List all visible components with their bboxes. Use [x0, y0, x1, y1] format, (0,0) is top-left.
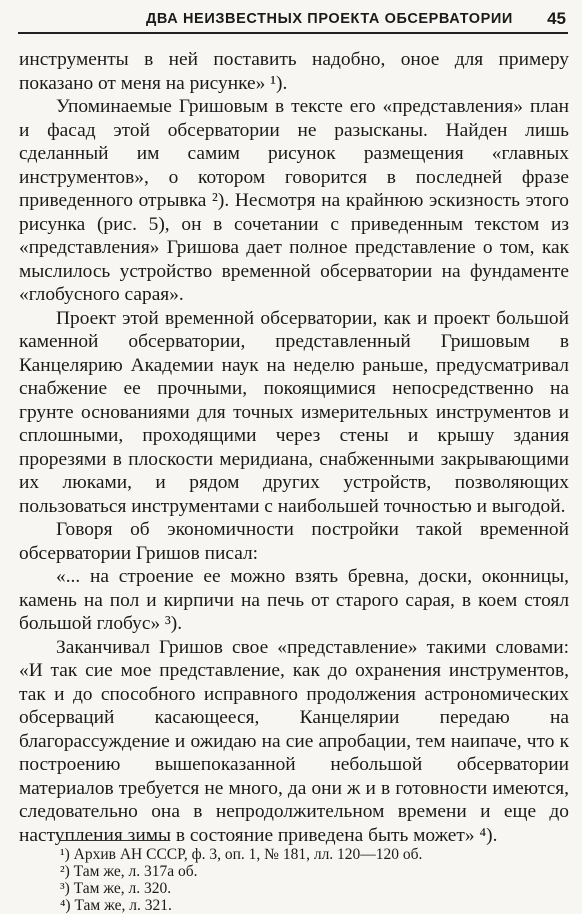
- body-text: [19, 48, 569, 847]
- footnote: ⁴) Там же, л. 321.: [60, 897, 172, 914]
- footnotes: [60, 846, 562, 914]
- footnote: ³) Там же, л. 320.: [60, 880, 172, 897]
- paragraph-continuation: инструменты в ней поставить надобно, оное для примеру показано от меня на рисунке» ¹).: [19, 49, 569, 94]
- quotation-paragraph: «... на строение ее можно взять бревна, доски, оконницы, камень на пол и кирпичи на печь от старого сарая, в коем стоял большой глобус» ³).: [19, 566, 569, 634]
- page-header: [18, 6, 568, 34]
- paragraph: Говоря об экономичности постройки такой временной обсерватории Гришов писал:: [19, 519, 569, 564]
- footnote: ¹) Архив АН СССР, ф. 3, оп. 1, № 181, лл. 120—120 об.: [60, 846, 423, 863]
- paragraph: Упоминаемые Гришовым в тексте его «представления» план и фасад этой обсерватории не разысканы. Найден лишь сделанный им самим рисунок размещения «главных инструментов», о котором говорится в последней фразе приведенного отрывка ²). Несмотря на крайнюю эскизность этого рисунка (рис. 5), он в сочетании с приведенным текстом из «представления» Гришова дает полное представление о том, как мыслилось устройство временной обсерватории на фундаменте «глобусного сарая».: [19, 96, 569, 305]
- footnote-separator: [60, 840, 170, 841]
- paragraph: Заканчивал Гришов свое «представление» такими словами: «И так сие мое представление, как до охранения инструментов, так и до способного исправного продолжения астрономических обсерваций касающееся, Канцелярии передаю на благорассуждение и ожидаю на сие апробации, тем наипаче, что к построению вышепоказанной небольшой обсерватории материалов требуется не много, да они ж и в готовности имеются, следовательно она в непродолжительном времени и еще до наступления зимы в состояние приведена быть может» ⁴).: [19, 636, 569, 846]
- footnote: ²) Там же, л. 317а об.: [60, 863, 198, 880]
- running-title: ДВА НЕИЗВЕСТНЫХ ПРОЕКТА ОБСЕРВАТОРИИ: [146, 11, 513, 27]
- paragraph: Проект этой временной обсерватории, как и проект большой каменной обсерватории, представленный Гришовым в Канцелярию Академии наук на неделю раньше, предусматривал снабжение ее прочными, покоящимися непосредственно на грунте основаниями для точных измерительных инструментов и сплошными, проходящими через стены и крышу здания прорезями в плоскости меридиана, снабженными закрывающими их люками, и рядом других устройств, позволяющих пользоваться инструментами с наибольшей точностью и выгодой.: [19, 307, 569, 517]
- page-number: 45: [547, 9, 566, 28]
